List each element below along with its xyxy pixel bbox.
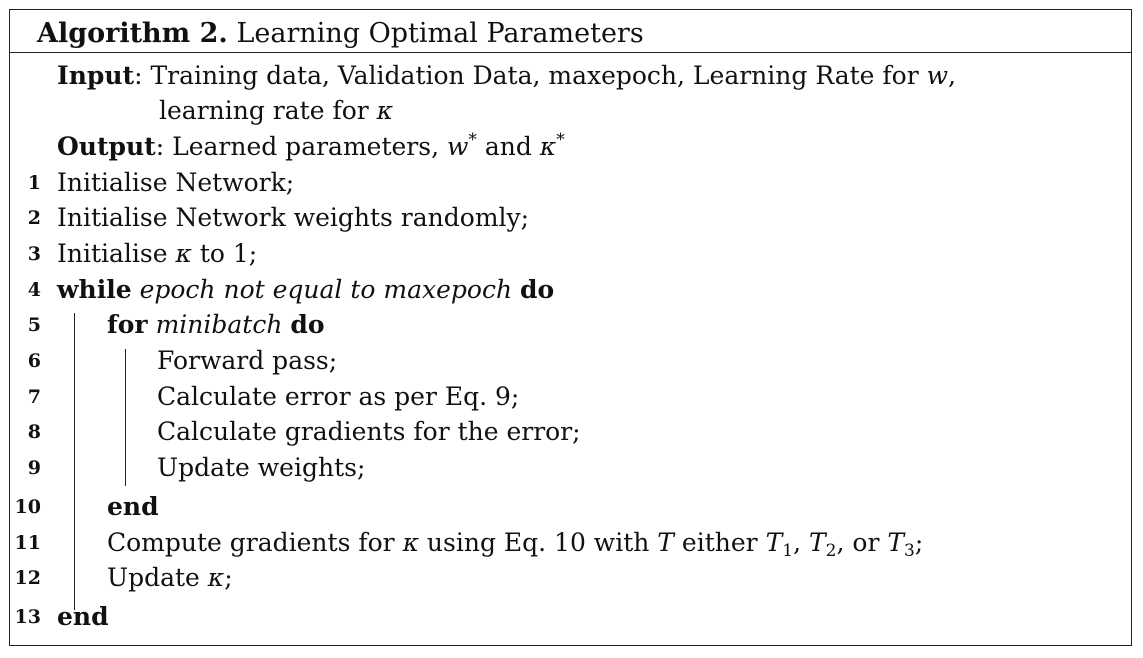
line-number: 12 — [14, 567, 41, 589]
kappa-var: κ — [175, 239, 192, 268]
line-number: 4 — [27, 279, 41, 301]
end-keyword: end — [107, 492, 159, 521]
output-and: and — [476, 132, 540, 161]
line-text-pre: Compute gradients for — [107, 528, 403, 557]
input-cont-text: learning rate for — [159, 96, 377, 125]
line-number: 1 — [27, 172, 41, 194]
line-text: Forward pass; — [157, 346, 338, 375]
for-keyword: for — [107, 310, 148, 339]
input-cont-var: κ — [376, 96, 394, 125]
line-text-mid2: either — [673, 528, 766, 557]
T1-var: T — [765, 528, 783, 557]
output-keyword: Output — [57, 132, 156, 161]
while-condition: epoch not equal to maxepoch — [139, 275, 513, 304]
algo-line-3 — [10, 236, 1131, 272]
algorithm-box — [9, 9, 1132, 646]
line-number: 11 — [14, 532, 41, 554]
algo-line-1 — [10, 165, 1131, 201]
output-star-k: * — [556, 130, 565, 150]
algo-line-9 — [10, 450, 1131, 486]
algo-line-7 — [10, 379, 1131, 415]
line-number: 5 — [27, 314, 41, 336]
line-text: Initialise Network weights randomly; — [57, 203, 530, 232]
output-text: : Learned parameters, — [155, 132, 447, 161]
line-number: 3 — [27, 243, 41, 265]
end-keyword: end — [57, 602, 109, 631]
line-text-pre: Update — [107, 563, 208, 592]
input-text: : Training data, Validation Data, maxepoch, Learning Rate for — [134, 61, 927, 90]
output-var-w: w — [446, 132, 469, 161]
do-keyword: do — [520, 275, 555, 304]
comma-2: , or — [836, 528, 888, 557]
line-number: 10 — [14, 496, 41, 518]
line-number: 6 — [27, 350, 41, 372]
for-block-rule — [125, 349, 126, 486]
do-keyword: do — [290, 310, 325, 339]
caption-rule — [10, 52, 1131, 53]
caption-title: Learning Optimal Parameters — [236, 18, 644, 49]
line-text: Initialise Network; — [57, 168, 295, 197]
algorithm-caption — [37, 16, 644, 52]
input-keyword: Input — [57, 61, 135, 90]
line-text-post: ; — [914, 528, 924, 557]
while-keyword: while — [57, 275, 132, 304]
line-number: 13 — [14, 606, 41, 628]
output-var-k: κ — [539, 132, 557, 161]
for-condition: minibatch — [155, 310, 283, 339]
algo-line-5 — [10, 307, 1131, 343]
algo-line-6 — [10, 343, 1131, 379]
line-number: 2 — [27, 207, 41, 229]
T3-subscript: 3 — [904, 541, 915, 561]
line-text: Calculate gradients for the error; — [157, 417, 581, 446]
kappa-var: κ — [402, 528, 419, 557]
input-var-w: w — [926, 61, 949, 90]
line-text: Calculate error as per Eq. 9; — [157, 382, 520, 411]
line-text-pre: Initialise — [57, 239, 176, 268]
algo-line-13 — [10, 599, 1131, 635]
line-number: 8 — [27, 421, 41, 443]
input-continuation — [10, 93, 1131, 129]
line-text: Update weights; — [157, 453, 366, 482]
output-star-w: * — [468, 130, 477, 150]
comma-1: , — [793, 528, 809, 557]
algo-line-4 — [10, 272, 1131, 308]
caption-label: Algorithm 2. — [37, 18, 228, 49]
algo-line-2 — [10, 200, 1131, 236]
T-var: T — [657, 528, 674, 557]
T2-subscript: 2 — [825, 541, 837, 561]
while-block-rule — [74, 313, 75, 610]
line-text-mid: using Eq. 10 with — [418, 528, 658, 557]
algo-line-8 — [10, 414, 1131, 450]
T3-var: T — [887, 528, 905, 557]
algo-line-10 — [10, 489, 1131, 525]
kappa-var: κ — [207, 563, 225, 592]
output-line — [10, 129, 1131, 165]
line-number: 9 — [27, 457, 41, 479]
input-line — [10, 58, 1131, 94]
algo-line-11 — [10, 525, 1131, 561]
T1-subscript: 1 — [782, 541, 794, 561]
algo-line-12 — [10, 560, 1131, 596]
input-end: , — [948, 61, 956, 90]
line-number: 7 — [27, 386, 41, 408]
line-text-post: ; — [224, 563, 233, 592]
line-text-post: to 1; — [191, 239, 258, 268]
T2-var: T — [808, 528, 826, 557]
